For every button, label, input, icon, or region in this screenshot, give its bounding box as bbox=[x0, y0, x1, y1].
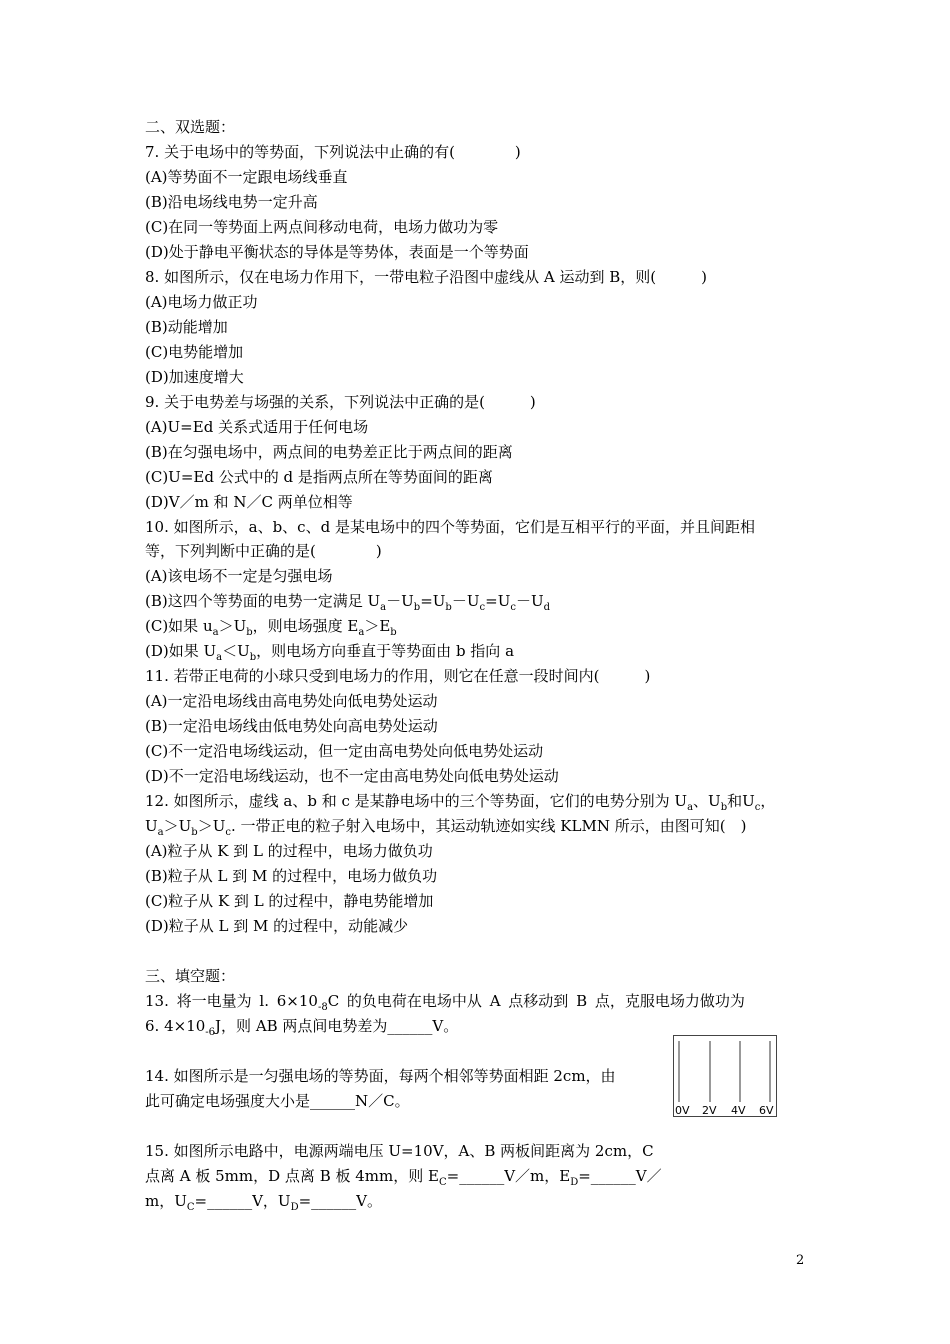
q15-line1: 15. 如图所示电路中，电源两端电压 U=10V，A、B 两板间距离为 2cm，C bbox=[145, 1142, 654, 1160]
q15-line3: m，$U_C=\_\_\_\_\_\_V$，$U_D=\_\_\_\_\_\_V$。 bbox=[145, 1192, 383, 1213]
label-4v: 4V bbox=[731, 1104, 746, 1117]
q8-option-a: (A)电场力做正功 bbox=[145, 293, 258, 311]
label-0v: 0V bbox=[675, 1104, 690, 1117]
q13-line2: 6. $4\times 10_{-6}J$，则 AB 两点间电势差为______V。 bbox=[145, 1017, 459, 1038]
section-title-double-choice: 二、双选题： bbox=[145, 118, 236, 136]
q11-option-d: (D)不一定沿电场线运动，也不一定由高电势处向低电势处运动 bbox=[145, 767, 559, 785]
q15-line2: 点离 A 板 5mm，D 点离 B 板 4mm，则 $E_C=\_\_\_\_\_\_V/m$，$E_D=\_\_\_\_\_\_V/$ bbox=[145, 1167, 662, 1188]
q12-option-d: (D)粒子从 L 到 M 的过程中，动能减少 bbox=[145, 917, 409, 935]
q8-stem: 8. 如图所示，仅在电场力作用下，一带电粒子沿图中虚线从 A 运动到 B，则( ) bbox=[145, 268, 707, 286]
q10-stem-line2: 等，下列判断中正确的是( ) bbox=[145, 542, 382, 560]
q12-option-a: (A)粒子从 K 到 L 的过程中，电场力做负功 bbox=[145, 842, 433, 860]
q9-option-d: (D)V／m 和 N／C 两单位相等 bbox=[145, 493, 353, 511]
q10-option-c: (C)如果 $u_a>U_b$，则电场强度 $E_a>E_b$ bbox=[145, 617, 397, 638]
q7-option-a: (A)等势面不一定跟电场线垂直 bbox=[145, 168, 348, 186]
q8-option-b: (B)动能增加 bbox=[145, 318, 228, 336]
q12-stem-line2: $U_a>U_b>U_c$. 一带正电的粒子射入电场中，其运动轨迹如实线 KLMN 所示，由图可知( ) bbox=[145, 817, 747, 838]
q13-line1: 13. 将一电量为 l. $6\times 10_{-8}C$ 的负电荷在电场中从 A 点移动到 B 点，克服电场力做功为 bbox=[145, 992, 745, 1013]
q8-option-d: (D)加速度增大 bbox=[145, 368, 244, 386]
q7-option-c: (C)在同一等势面上两点间移动电荷，电场力做功为零 bbox=[145, 218, 499, 236]
label-6v: 6V bbox=[759, 1104, 774, 1117]
q14-line2: 此可确定电场强度大小是______N／C。 bbox=[145, 1092, 410, 1110]
q7-stem: 7. 关于电场中的等势面，下列说法中止确的有( ) bbox=[145, 143, 521, 161]
q10-option-a: (A)该电场不一定是匀强电场 bbox=[145, 567, 333, 585]
label-2v: 2V bbox=[702, 1104, 717, 1117]
q9-option-c: (C)U=Ed 公式中的 d 是指两点所在等势面间的距离 bbox=[145, 468, 493, 486]
section-title-fill-in: 三、填空题： bbox=[145, 967, 236, 985]
q7-option-d: (D)处于静电平衡状态的导体是等势体，表面是一个等势面 bbox=[145, 243, 529, 261]
equipotential-figure bbox=[673, 1035, 777, 1117]
q9-stem: 9. 关于电势差与场强的关系，下列说法中正确的是( ) bbox=[145, 393, 536, 411]
q10-option-b: (B)这四个等势面的电势一定满足 $U_a-U_b=U_b-U_c=U_c-U_d$ bbox=[145, 592, 551, 613]
q10-stem-line1: 10. 如图所示，a、b、c、d 是某电场中的四个等势面，它们是互相平行的平面，并且间距相 bbox=[145, 518, 755, 536]
q11-stem: 11. 若带正电荷的小球只受到电场力的作用，则它在任意一段时间内( ) bbox=[145, 667, 651, 685]
q7-option-b: (B)沿电场线电势一定升高 bbox=[145, 193, 318, 211]
q11-option-c: (C)不一定沿电场线运动，但一定由高电势处向低电势处运动 bbox=[145, 742, 544, 760]
q12-option-b: (B)粒子从 L 到 M 的过程中，电场力做负功 bbox=[145, 867, 438, 885]
q9-option-b: (B)在匀强电场中，两点间的电势差正比于两点间的距离 bbox=[145, 443, 513, 461]
q11-option-a: (A)一定沿电场线由高电势处向低电势处运动 bbox=[145, 692, 438, 710]
q10-option-d: (D)如果 $U_a<U_b$，则电场方向垂直于等势面由 b 指向 a bbox=[145, 642, 515, 663]
q12-option-c: (C)粒子从 K 到 L 的过程中，静电势能增加 bbox=[145, 892, 434, 910]
q14-line1: 14. 如图所示是一匀强电场的等势面，每两个相邻等势面相距 2cm，由 bbox=[145, 1067, 616, 1085]
q8-option-c: (C)电势能增加 bbox=[145, 343, 244, 361]
q11-option-b: (B)一定沿电场线由低电势处向高电势处运动 bbox=[145, 717, 438, 735]
q9-option-a: (A)U=Ed 关系式适用于任何电场 bbox=[145, 418, 369, 436]
page-number: 2 bbox=[796, 1253, 805, 1268]
q12-stem-line1: 12. 如图所示，虚线 a、b 和 c 是某静电场中的三个等势面，它们的电势分别为 $U_a$、$U_b$和$U_c$， bbox=[145, 792, 776, 813]
